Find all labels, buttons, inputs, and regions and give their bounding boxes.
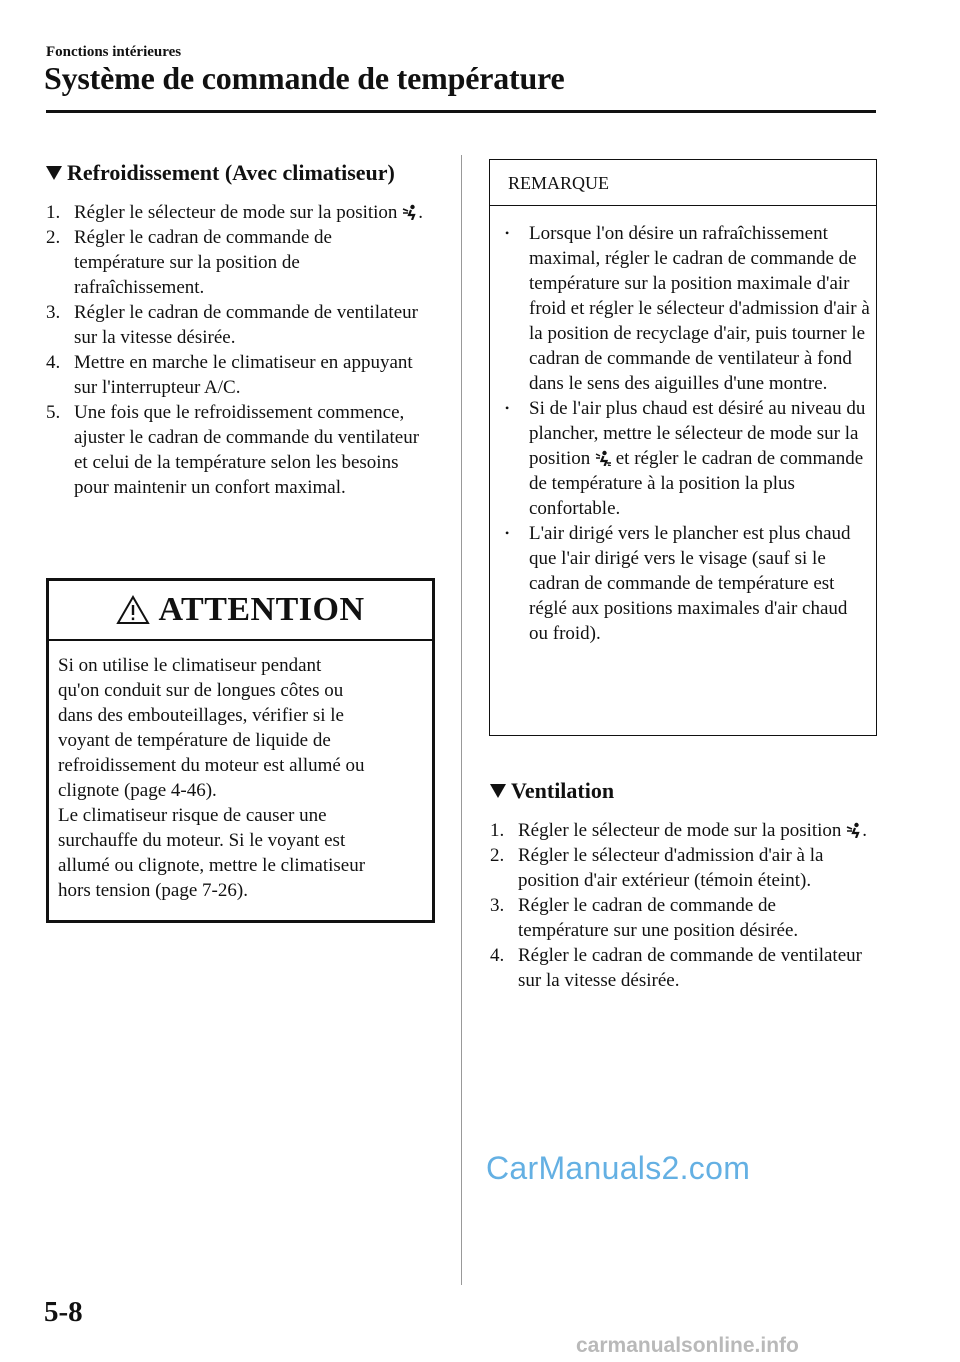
list-item — [46, 225, 426, 300]
list-item — [490, 893, 870, 943]
attention-line: allumé ou clignote, mettre le climatiseur — [58, 855, 366, 876]
step-text: Régler le sélecteur d'admission d'air à la position d'air extérieur (témoin éteint). — [518, 845, 824, 891]
header-rule — [46, 110, 876, 113]
attention-box — [46, 578, 435, 923]
step-number: 4. — [490, 945, 505, 966]
step-text: Mettre en marche le climatiseur en appuyant sur l'interrupteur A/C. — [74, 352, 413, 398]
step-text: Régler le sélecteur de mode sur la position . — [74, 202, 423, 223]
watermark-footer: carmanualsonline.info — [576, 1334, 799, 1357]
note-label: REMARQUE — [490, 160, 876, 206]
bi-level-mode-icon — [595, 450, 611, 466]
cooling-heading-text: Refroidissement (Avec climatiseur) — [67, 160, 395, 185]
face-vent-mode-icon — [402, 204, 418, 220]
step-number: 2. — [46, 227, 61, 248]
step-text: Régler le cadran de commande de température sur une position désirée. — [518, 895, 799, 941]
note-text: L'air dirigé vers le plancher est plus chaud que l'air dirigé vers le visage (sauf si le cadran de commande de température est réglé aux positions maximales d'air chaud ou froid). — [529, 523, 851, 644]
bullet-dot-icon: • — [505, 401, 510, 415]
ventilation-heading-text: Ventilation — [511, 778, 615, 803]
note-text: Si de l'air plus chaud est désiré au niveau du plancher, mettre le sélecteur de mode sur la position et régler le cadran de commande de température à la position la plus confortable. — [529, 398, 866, 519]
step-number: 3. — [490, 895, 505, 916]
step-number: 4. — [46, 352, 61, 373]
attention-line: surchauffe du moteur. Si le voyant est — [58, 830, 346, 851]
attention-line: qu'on conduit sur de longues côtes ou — [58, 680, 344, 701]
page-title: Système de commande de température — [44, 60, 565, 96]
step-text: Régler le cadran de commande de ventilateur sur la vitesse désirée. — [74, 302, 418, 348]
attention-line: clignote (page 4-46). — [58, 780, 217, 801]
page-number: 5-8 — [44, 1296, 83, 1328]
list-item — [505, 521, 870, 646]
warning-triangle-icon — [116, 595, 150, 625]
attention-line: refroidissement du moteur est allumé ou — [58, 755, 365, 776]
list-item — [490, 943, 870, 993]
step-text: Une fois que le refroidissement commence, ajuster le cadran de commande du ventilateur et celui de la température selon les besoins pour maintenir un confort maximal. — [74, 402, 420, 498]
attention-line: voyant de température de liquide de — [58, 730, 331, 751]
list-item — [46, 300, 426, 350]
attention-line: Si on utilise le climatiseur pendant — [58, 655, 322, 676]
list-item — [490, 818, 870, 843]
list-item — [46, 350, 426, 400]
list-item — [46, 400, 426, 500]
section-label: Fonctions intérieures — [46, 44, 182, 60]
step-number: 1. — [490, 820, 505, 841]
step-text: Régler le cadran de commande de ventilateur sur la vitesse désirée. — [518, 945, 862, 991]
column-divider — [461, 155, 462, 1285]
triangle-bullet-icon — [490, 784, 506, 798]
attention-title: ATTENTION — [158, 591, 365, 628]
list-item — [505, 221, 870, 396]
attention-body — [49, 641, 432, 903]
attention-line: dans des embouteillages, vérifier si le — [58, 705, 344, 726]
note-text: Lorsque l'on désire un rafraîchissement maximal, régler le cadran de commande de température sur la position maximale d'air froid et régler le sélecteur d'admission d'air à la position de recyclage d'air, puis tourner le cadran de commande de ventilateur à fond dans le sens des aiguilles d'une montre. — [529, 223, 870, 394]
step-text: Régler le sélecteur de mode sur la position . — [518, 820, 867, 841]
bullet-dot-icon: • — [505, 226, 510, 240]
list-item — [46, 200, 426, 225]
triangle-bullet-icon — [46, 166, 62, 180]
bullet-dot-icon: • — [505, 526, 510, 540]
step-text: Régler le cadran de commande de température sur la position de rafraîchissement. — [74, 227, 332, 298]
step-number: 3. — [46, 302, 61, 323]
attention-header — [49, 581, 432, 641]
ventilation-heading — [490, 778, 614, 804]
note-body — [490, 206, 876, 646]
cooling-heading — [46, 160, 395, 186]
face-vent-mode-icon — [846, 822, 862, 838]
cooling-steps — [46, 200, 426, 500]
attention-line: hors tension (page 7-26). — [58, 880, 248, 901]
step-number: 1. — [46, 202, 61, 223]
attention-line: Le climatiseur risque de causer une — [58, 805, 327, 826]
step-number: 5. — [46, 402, 61, 423]
list-item — [505, 396, 870, 521]
list-item — [490, 843, 870, 893]
note-box — [489, 159, 877, 736]
step-number: 2. — [490, 845, 505, 866]
ventilation-steps — [490, 818, 870, 993]
watermark-logo: CarManuals2.com — [486, 1150, 751, 1186]
